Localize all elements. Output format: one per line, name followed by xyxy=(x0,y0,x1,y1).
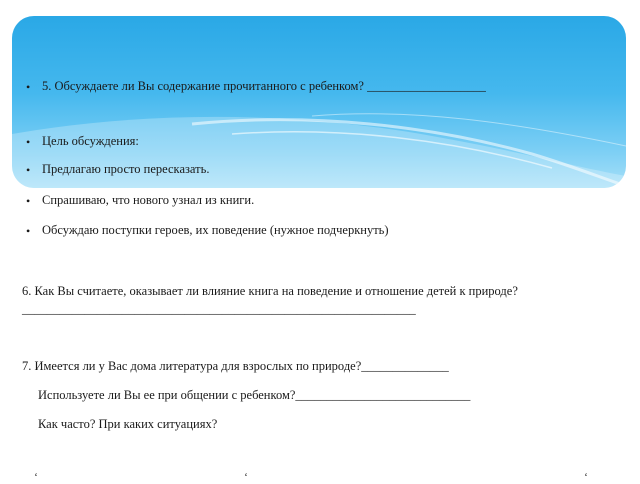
q7-sub-question: Используете ли Вы ее при общении с ребенком?____________________________ xyxy=(38,388,471,402)
q6-question: 6. Как Вы считаете, оказывает ли влияние книга на поведение и отношение детей к природе? xyxy=(22,284,518,298)
bullet-icon: • xyxy=(26,80,31,94)
q5-item: Цель обсуждения: xyxy=(42,134,139,148)
bullet-icon: • xyxy=(26,163,31,177)
q7-sub-question: Как часто? При каких ситуациях? xyxy=(38,417,218,431)
q7-question: 7. Имеется ли у Вас дома литература для взрослых по природе?______________ xyxy=(22,359,449,373)
cropped-text-fragment: ‘ xyxy=(584,470,588,484)
bullet-icon: • xyxy=(26,194,31,208)
q5-question: 5. Обсуждаете ли Вы содержание прочитанного с ребенком? ___________________ xyxy=(42,79,486,93)
q6-answer-line: _______________________________________________________________ xyxy=(22,302,416,316)
bullet-icon: • xyxy=(26,135,31,149)
bullet-icon: • xyxy=(26,224,31,238)
cropped-text-fragment: ‘ xyxy=(34,470,38,484)
q5-item: Обсуждаю поступки героев, их поведение (нужное подчеркнуть) xyxy=(42,223,389,237)
q5-item: Предлагаю просто пересказать. xyxy=(42,162,210,176)
q5-item: Спрашиваю, что нового узнал из книги. xyxy=(42,193,255,207)
cropped-text-fragment: ‘ xyxy=(244,470,248,484)
